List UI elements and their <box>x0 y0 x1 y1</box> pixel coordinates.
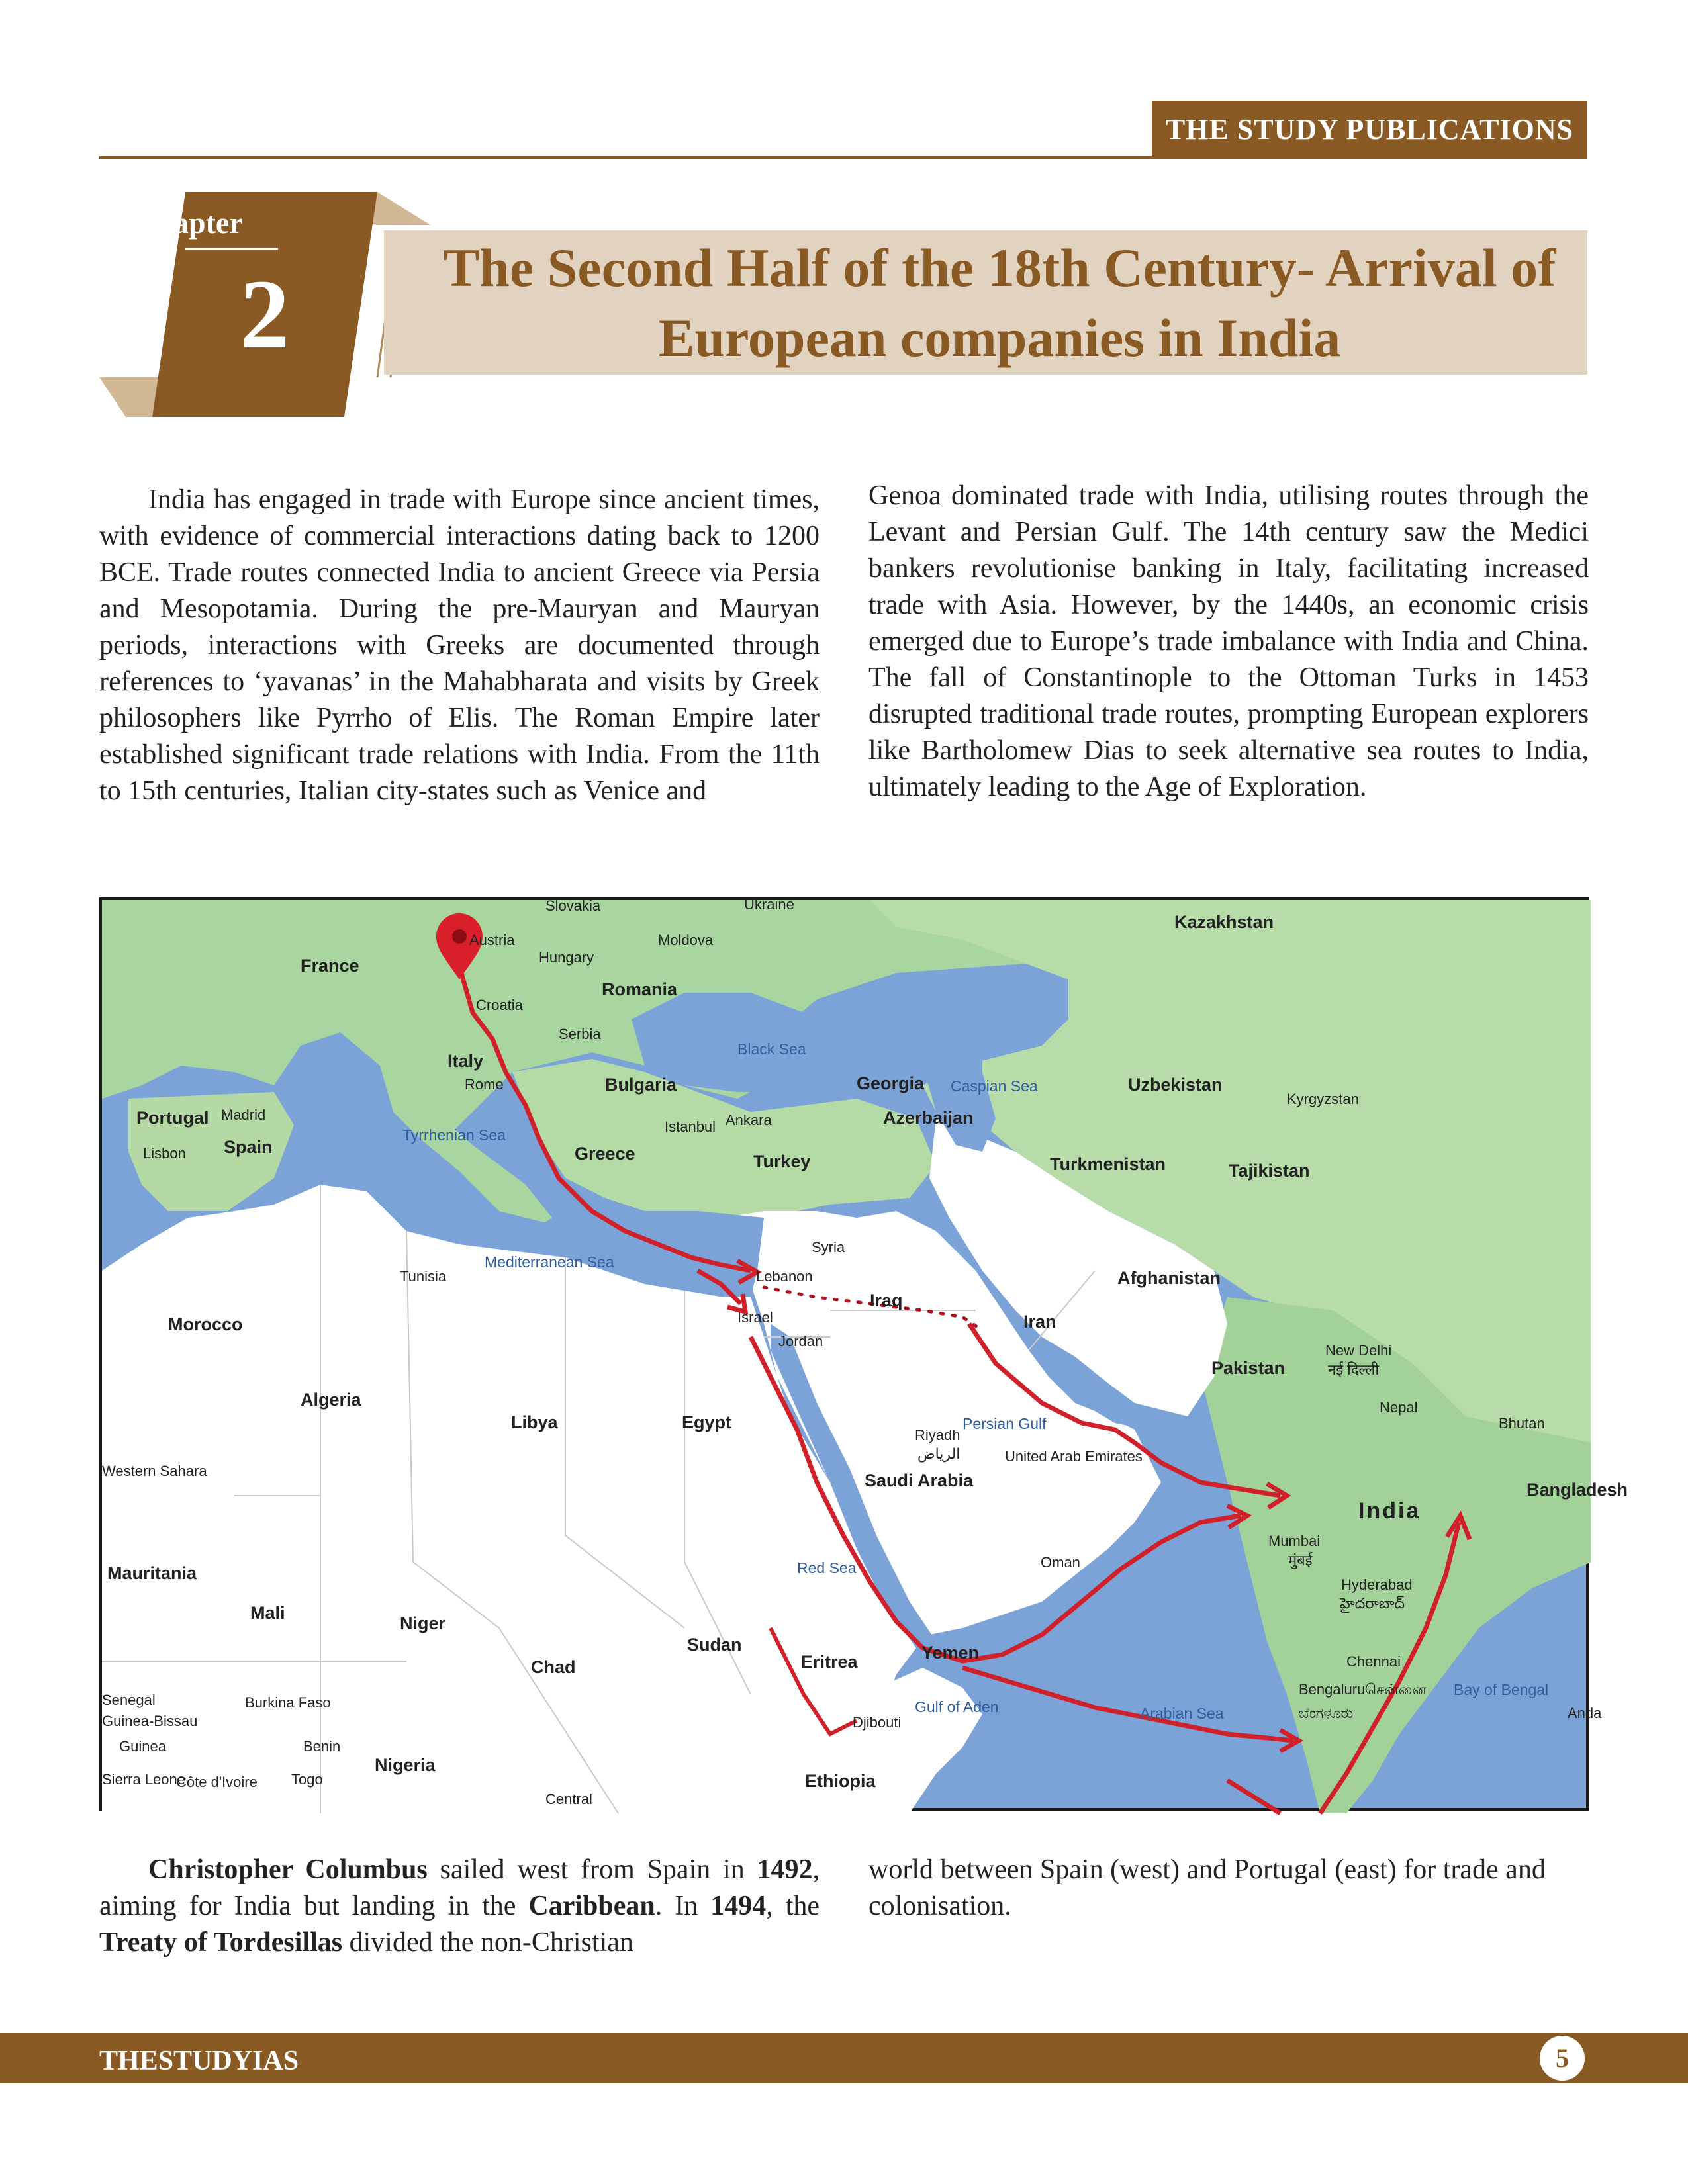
map-label-ukraine: Ukraine <box>744 896 794 913</box>
map-label-sierra-leone: Sierra Leone <box>102 1771 185 1788</box>
map-label-azerbaijan: Azerbaijan <box>883 1108 974 1128</box>
map-label-riyadh-arabic: الرياض <box>917 1445 961 1462</box>
term-1492: 1492 <box>757 1854 813 1885</box>
map-label-pakistan: Pakistan <box>1211 1358 1286 1378</box>
map-label-india: India <box>1358 1498 1421 1524</box>
map-label-madrid: Madrid <box>221 1107 266 1123</box>
map-label-bangladesh: Bangladesh <box>1526 1480 1628 1500</box>
map-label-tajikistan: Tajikistan <box>1229 1161 1310 1181</box>
map-label-libya: Libya <box>511 1412 558 1432</box>
map-label-mauritania: Mauritania <box>107 1563 197 1583</box>
map-label-persian-gulf: Persian Gulf <box>962 1415 1047 1432</box>
map-label-hungary: Hungary <box>539 949 594 966</box>
page-number: 5 <box>1540 2036 1585 2081</box>
map-label-afghanistan: Afghanistan <box>1117 1268 1221 1288</box>
map-label-egypt: Egypt <box>682 1412 732 1432</box>
map-label-austria: Austria <box>469 932 515 948</box>
map-label-serbia: Serbia <box>559 1026 601 1042</box>
map-label-niger: Niger <box>400 1614 446 1633</box>
tordesillas-paragraph: world between Spain (west) and Portugal (east) for trade and colonisation. <box>868 1854 1546 1921</box>
map-label-hyderabad: Hyderabad <box>1341 1576 1413 1593</box>
map-label-bay-of-bengal: Bay of Bengal <box>1454 1681 1549 1698</box>
map-label-portugal: Portugal <box>136 1108 209 1128</box>
term-columbus: Christopher Columbus <box>148 1854 428 1885</box>
map-label-togo: Togo <box>291 1771 323 1788</box>
map-label-nepal: Nepal <box>1380 1399 1418 1416</box>
map-label-spain: Spain <box>224 1137 273 1157</box>
text-segment: , the <box>766 1891 820 1921</box>
map-label-arabian-sea: Arabian Sea <box>1140 1705 1224 1722</box>
map-label-france: France <box>301 956 359 976</box>
map-label-red-sea: Red Sea <box>797 1559 857 1576</box>
intro-paragraph-left: India has engaged in trade with Europe since ancient times, with evidence of commercial interactions dating back to 1200 BCE. Trade routes connected India to ancient Greece via Persia and Mesopotamia. During the pre-Mauryan and Mauryan periods, interactions with Greeks are documented through references to ‘yavanas’ in the Mahabharata and visits by Greek philosophers like Pyrrho of Elis. The Roman Empire later established significant trade relations with India. From the 11th to 15th centuries, Italian city-states such as Venice and <box>99 484 820 806</box>
map-label-burkina-faso: Burkina Faso <box>245 1694 331 1711</box>
map-label-slovakia: Slovakia <box>545 897 601 914</box>
map-label-rome: Rome <box>465 1076 504 1093</box>
map-label-istanbul: Istanbul <box>665 1118 716 1135</box>
term-caribbean: Caribbean <box>528 1891 655 1921</box>
term-1494: 1494 <box>710 1891 767 1921</box>
text-segment: , aiming for India but landing in the <box>99 1854 820 1921</box>
text-segment: sailed west from Spain in <box>427 1854 757 1885</box>
map-label-bhutan: Bhutan <box>1499 1415 1545 1432</box>
map-label-yemen: Yemen <box>921 1643 980 1662</box>
map-label-tyrrhenian-sea: Tyrrhenian Sea <box>402 1126 506 1144</box>
map-label-uzbekistan: Uzbekistan <box>1128 1075 1223 1095</box>
text-segment: . In <box>655 1891 711 1921</box>
chapter-number: 2 <box>240 259 290 369</box>
land-horn-africa <box>857 1668 982 1813</box>
map-label-algeria: Algeria <box>301 1390 361 1410</box>
map-label-djibouti: Djibouti <box>853 1714 902 1731</box>
map-label-caspian-sea: Caspian Sea <box>951 1077 1038 1095</box>
map-label-kazakhstan: Kazakhstan <box>1174 912 1274 932</box>
publisher-name: THE STUDY PUBLICATIONS <box>1165 113 1574 146</box>
map-label-lebanon: Lebanon <box>756 1268 813 1285</box>
map-label-italy: Italy <box>447 1051 484 1071</box>
map-label-chad: Chad <box>531 1657 576 1677</box>
publisher-badge <box>1152 101 1587 158</box>
map-label-new-delhi-hindi: नई दिल्ली <box>1328 1361 1380 1378</box>
intro-right-column <box>868 478 1589 805</box>
map-label-lisbon: Lisbon <box>143 1145 186 1161</box>
text-segment: divided the non-Christian <box>342 1927 633 1958</box>
map-label-hyderabad-telugu: హైదరాబాద్ <box>1340 1595 1405 1612</box>
map-label-cote-divoire: Côte d'Ivoire <box>176 1774 258 1790</box>
map-label-riyadh: Riyadh <box>915 1427 961 1443</box>
map-label-benin: Benin <box>303 1738 341 1754</box>
route-arabian-sea <box>962 1668 1293 1741</box>
map-label-guinea-bissau: Guinea-Bissau <box>102 1713 198 1729</box>
intro-left-column <box>99 482 820 809</box>
map-label-oman: Oman <box>1041 1554 1080 1570</box>
map-label-sudan: Sudan <box>687 1635 742 1655</box>
map-label-bengaluru: Bengaluru <box>1299 1681 1366 1698</box>
footer-brand: THESTUDYIAS <box>99 2046 299 2076</box>
map-label-bengaluru-kannada: ಬೆಂಗಳೂರು <box>1299 1705 1354 1721</box>
map-label-chennai: Chennai <box>1346 1653 1401 1670</box>
map-label-iraq: Iraq <box>870 1291 903 1310</box>
map-label-israel: Israel <box>737 1309 773 1326</box>
columbus-paragraph <box>99 1852 820 1961</box>
map-label-tunisia: Tunisia <box>400 1268 447 1285</box>
term-treaty: Treaty of Tordesillas <box>99 1927 343 1958</box>
map-label-croatia: Croatia <box>476 997 523 1013</box>
header-rule <box>99 156 1587 159</box>
map-label-turkmenistan: Turkmenistan <box>1050 1154 1166 1174</box>
map-label-romania: Romania <box>602 979 678 999</box>
map-label-turkey: Turkey <box>753 1152 811 1171</box>
columbus-left-column <box>99 1852 820 1961</box>
map-label-new-delhi: New Delhi <box>1325 1342 1392 1359</box>
map-label-jordan: Jordan <box>778 1333 823 1349</box>
map-label-guinea: Guinea <box>119 1738 166 1754</box>
map-label-central: Central <box>545 1791 592 1807</box>
map-label-gulf-of-aden: Gulf of Aden <box>915 1698 999 1715</box>
map-label-kyrgyzstan: Kyrgyzstan <box>1287 1091 1359 1107</box>
map-label-saudi-arabia: Saudi Arabia <box>865 1471 974 1490</box>
map-label-bulgaria: Bulgaria <box>605 1075 677 1095</box>
map-label-western-sahara: Western Sahara <box>102 1463 207 1479</box>
map-label-morocco: Morocco <box>168 1314 243 1334</box>
map-label-georgia: Georgia <box>857 1073 925 1093</box>
columbus-right-column <box>868 1852 1589 1925</box>
map-label-andaman: Anda <box>1568 1705 1602 1721</box>
map-label-uae: United Arab Emirates <box>1005 1448 1143 1465</box>
map-label-mumbai: Mumbai <box>1268 1533 1321 1549</box>
map-label-nigeria: Nigeria <box>375 1755 436 1775</box>
map-label-iran: Iran <box>1023 1312 1056 1332</box>
map-label-greece: Greece <box>575 1144 635 1163</box>
map-label-black-sea: Black Sea <box>737 1040 806 1058</box>
map-label-mumbai-marathi: मुंबई <box>1288 1552 1313 1569</box>
map-label-ethiopia: Ethiopia <box>805 1771 876 1791</box>
map-label-ankara: Ankara <box>726 1112 772 1128</box>
map-label-syria: Syria <box>812 1239 845 1255</box>
intro-paragraph-right: Genoa dominated trade with India, utilising routes through the Levant and Persian Gulf. The 14th century saw the Medici bankers revolutionise banking in Italy, facilitating increased trade with Asia. However, by the 1440s, an economic crisis emerged due to Europe’s trade imbalance with India and China. The fall of Constantinople to the Ottoman Turks in 1453 disrupted traditional trade routes, prompting European explorers like Bartholomew Dias to seek alternative sea routes to India, ultimately leading to the Age of Exploration. <box>868 480 1589 802</box>
map-label-eritrea: Eritrea <box>801 1652 858 1672</box>
chapter-label: Chapter <box>134 206 243 240</box>
trade-route-map <box>99 896 1628 1811</box>
map-label-moldova: Moldova <box>658 932 714 948</box>
map-label-mali: Mali <box>250 1603 285 1623</box>
map-label-senegal: Senegal <box>102 1692 156 1708</box>
map-label-mediterranean-sea: Mediterranean Sea <box>485 1253 614 1271</box>
chapter-title: The Second Half of the 18th Century- Arrival of European companies in India <box>443 238 1556 368</box>
map-label-chennai-tamil: சென்னை <box>1365 1681 1427 1698</box>
